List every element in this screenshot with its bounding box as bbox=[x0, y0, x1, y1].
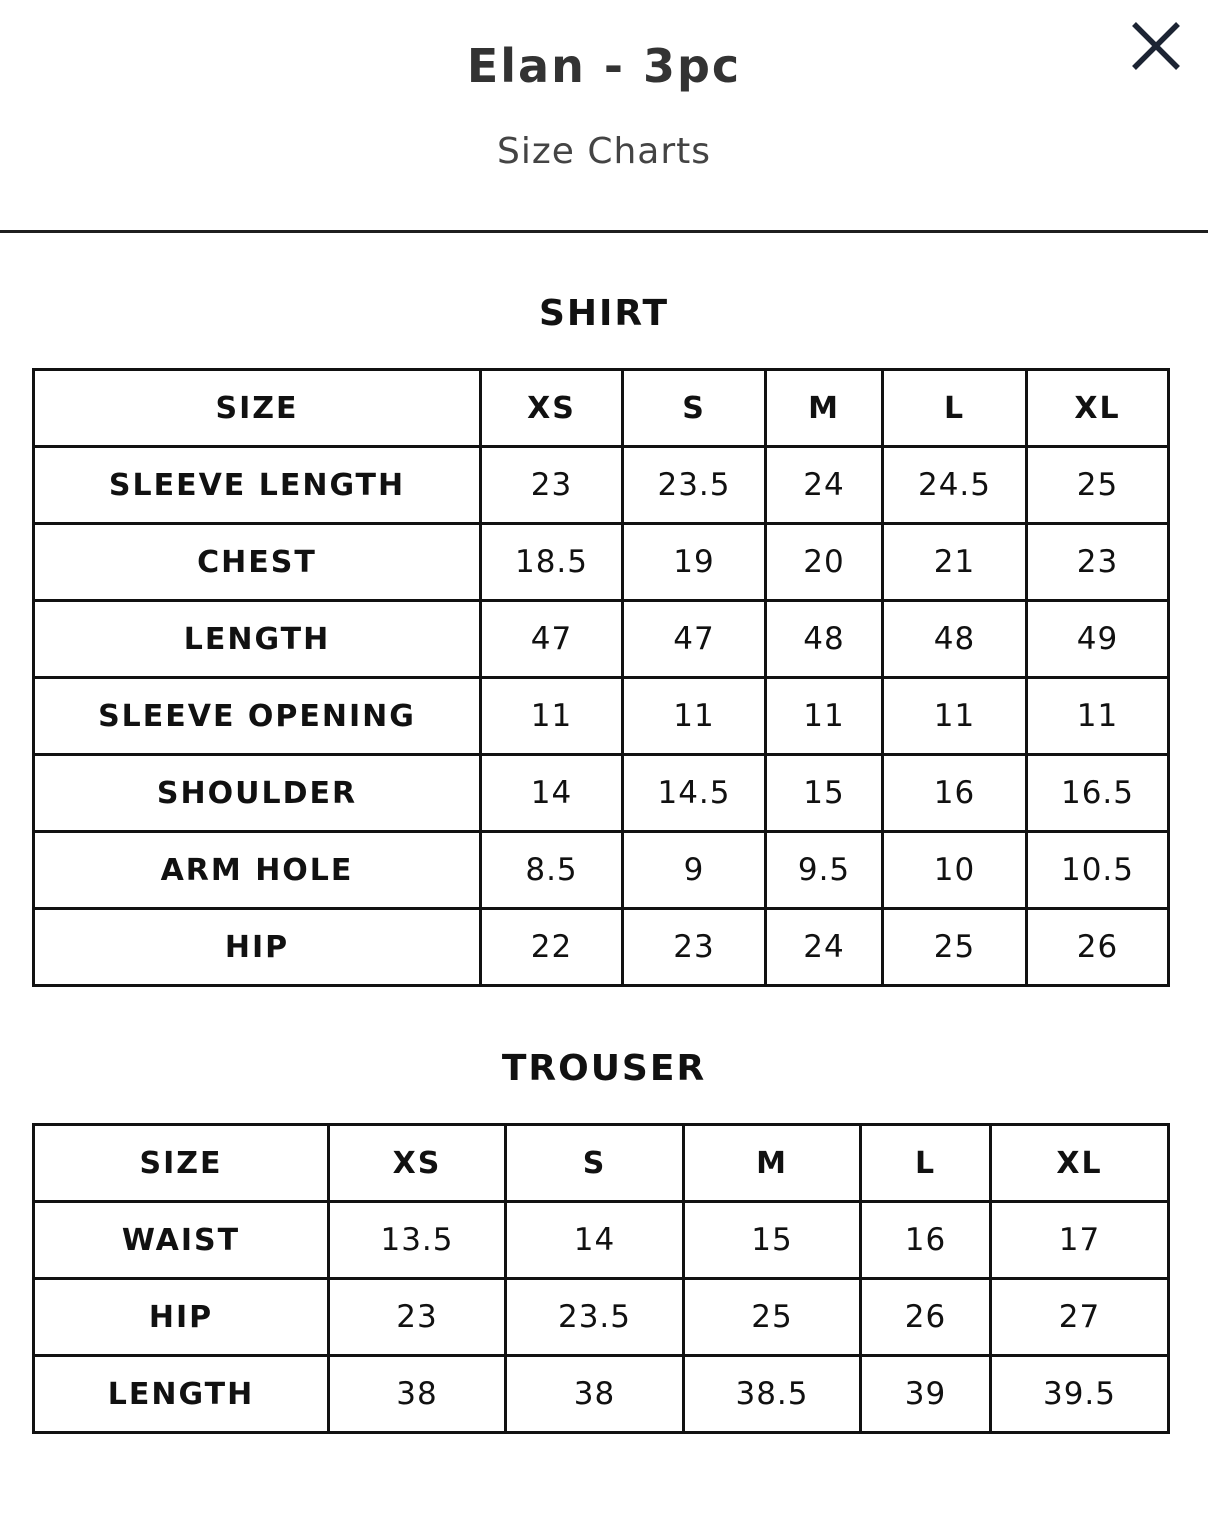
table-cell: 9 bbox=[623, 832, 766, 909]
table-row bbox=[34, 524, 1169, 601]
table-cell: 9.5 bbox=[766, 832, 883, 909]
table-cell: 23 bbox=[1027, 524, 1169, 601]
column-header: SIZE bbox=[34, 1125, 329, 1202]
table-cell: 21 bbox=[883, 524, 1027, 601]
table-cell: 23 bbox=[623, 909, 766, 986]
table-cell: 15 bbox=[684, 1202, 861, 1279]
trouser-section-title: TROUSER bbox=[501, 1048, 707, 1089]
row-label: SLEEVE LENGTH bbox=[34, 447, 481, 524]
table-row bbox=[34, 832, 1169, 909]
size-charts-subtitle: Size Charts bbox=[496, 131, 712, 172]
table-cell: 38 bbox=[506, 1356, 684, 1433]
column-header: XS bbox=[481, 370, 623, 447]
row-label: HIP bbox=[34, 909, 481, 986]
column-header: XL bbox=[991, 1125, 1169, 1202]
table-cell: 25 bbox=[1027, 447, 1169, 524]
table-cell: 20 bbox=[766, 524, 883, 601]
row-label: HIP bbox=[34, 1279, 329, 1356]
product-title: Elan - 3pc bbox=[466, 39, 742, 93]
table-cell: 49 bbox=[1027, 601, 1169, 678]
table-cell: 26 bbox=[861, 1279, 991, 1356]
table-cell: 39 bbox=[861, 1356, 991, 1433]
column-header: S bbox=[506, 1125, 684, 1202]
table-cell: 24.5 bbox=[883, 447, 1027, 524]
table-cell: 48 bbox=[766, 601, 883, 678]
column-header: SIZE bbox=[34, 370, 481, 447]
column-header: M bbox=[684, 1125, 861, 1202]
table-cell: 22 bbox=[481, 909, 623, 986]
table-row bbox=[34, 755, 1169, 832]
table-cell: 19 bbox=[623, 524, 766, 601]
table-cell: 11 bbox=[1027, 678, 1169, 755]
shirt-section-title: SHIRT bbox=[538, 293, 670, 334]
table-cell: 13.5 bbox=[329, 1202, 506, 1279]
table-cell: 16 bbox=[861, 1202, 991, 1279]
close-button[interactable] bbox=[1124, 14, 1188, 78]
row-label: SLEEVE OPENING bbox=[34, 678, 481, 755]
table-header-row bbox=[34, 370, 1169, 447]
table-cell: 47 bbox=[481, 601, 623, 678]
table-header-row bbox=[34, 1125, 1169, 1202]
table-row bbox=[34, 1202, 1169, 1279]
table-cell: 10.5 bbox=[1027, 832, 1169, 909]
column-header: S bbox=[623, 370, 766, 447]
table-cell: 39.5 bbox=[991, 1356, 1169, 1433]
table-cell: 26 bbox=[1027, 909, 1169, 986]
table-cell: 10 bbox=[883, 832, 1027, 909]
table-cell: 38 bbox=[329, 1356, 506, 1433]
table-row bbox=[34, 1279, 1169, 1356]
table-cell: 47 bbox=[623, 601, 766, 678]
column-header: XL bbox=[1027, 370, 1169, 447]
table-cell: 38.5 bbox=[684, 1356, 861, 1433]
table-cell: 23 bbox=[329, 1279, 506, 1356]
table-cell: 11 bbox=[883, 678, 1027, 755]
table-cell: 15 bbox=[766, 755, 883, 832]
table-cell: 8.5 bbox=[481, 832, 623, 909]
table-cell: 24 bbox=[766, 447, 883, 524]
row-label: SHOULDER bbox=[34, 755, 481, 832]
table-cell: 16.5 bbox=[1027, 755, 1169, 832]
table-row bbox=[34, 678, 1169, 755]
table-cell: 25 bbox=[883, 909, 1027, 986]
table-cell: 27 bbox=[991, 1279, 1169, 1356]
row-label: LENGTH bbox=[34, 1356, 329, 1433]
trouser-size-table bbox=[32, 1123, 1170, 1434]
table-cell: 48 bbox=[883, 601, 1027, 678]
table-cell: 14 bbox=[481, 755, 623, 832]
modal-header bbox=[0, 0, 1208, 233]
table-cell: 11 bbox=[766, 678, 883, 755]
table-cell: 11 bbox=[623, 678, 766, 755]
row-label: CHEST bbox=[34, 524, 481, 601]
table-cell: 23.5 bbox=[506, 1279, 684, 1356]
table-cell: 14.5 bbox=[623, 755, 766, 832]
table-cell: 17 bbox=[991, 1202, 1169, 1279]
table-cell: 11 bbox=[481, 678, 623, 755]
row-label: ARM HOLE bbox=[34, 832, 481, 909]
row-label: LENGTH bbox=[34, 601, 481, 678]
table-row bbox=[34, 1356, 1169, 1433]
table-cell: 23.5 bbox=[623, 447, 766, 524]
close-icon bbox=[1124, 14, 1188, 78]
table-cell: 16 bbox=[883, 755, 1027, 832]
table-row bbox=[34, 447, 1169, 524]
table-cell: 14 bbox=[506, 1202, 684, 1279]
column-header: L bbox=[883, 370, 1027, 447]
table-cell: 25 bbox=[684, 1279, 861, 1356]
table-row bbox=[34, 601, 1169, 678]
column-header: L bbox=[861, 1125, 991, 1202]
column-header: XS bbox=[329, 1125, 506, 1202]
row-label: WAIST bbox=[34, 1202, 329, 1279]
table-cell: 18.5 bbox=[481, 524, 623, 601]
shirt-size-table bbox=[32, 368, 1170, 987]
table-cell: 24 bbox=[766, 909, 883, 986]
table-row bbox=[34, 909, 1169, 986]
table-cell: 23 bbox=[481, 447, 623, 524]
column-header: M bbox=[766, 370, 883, 447]
